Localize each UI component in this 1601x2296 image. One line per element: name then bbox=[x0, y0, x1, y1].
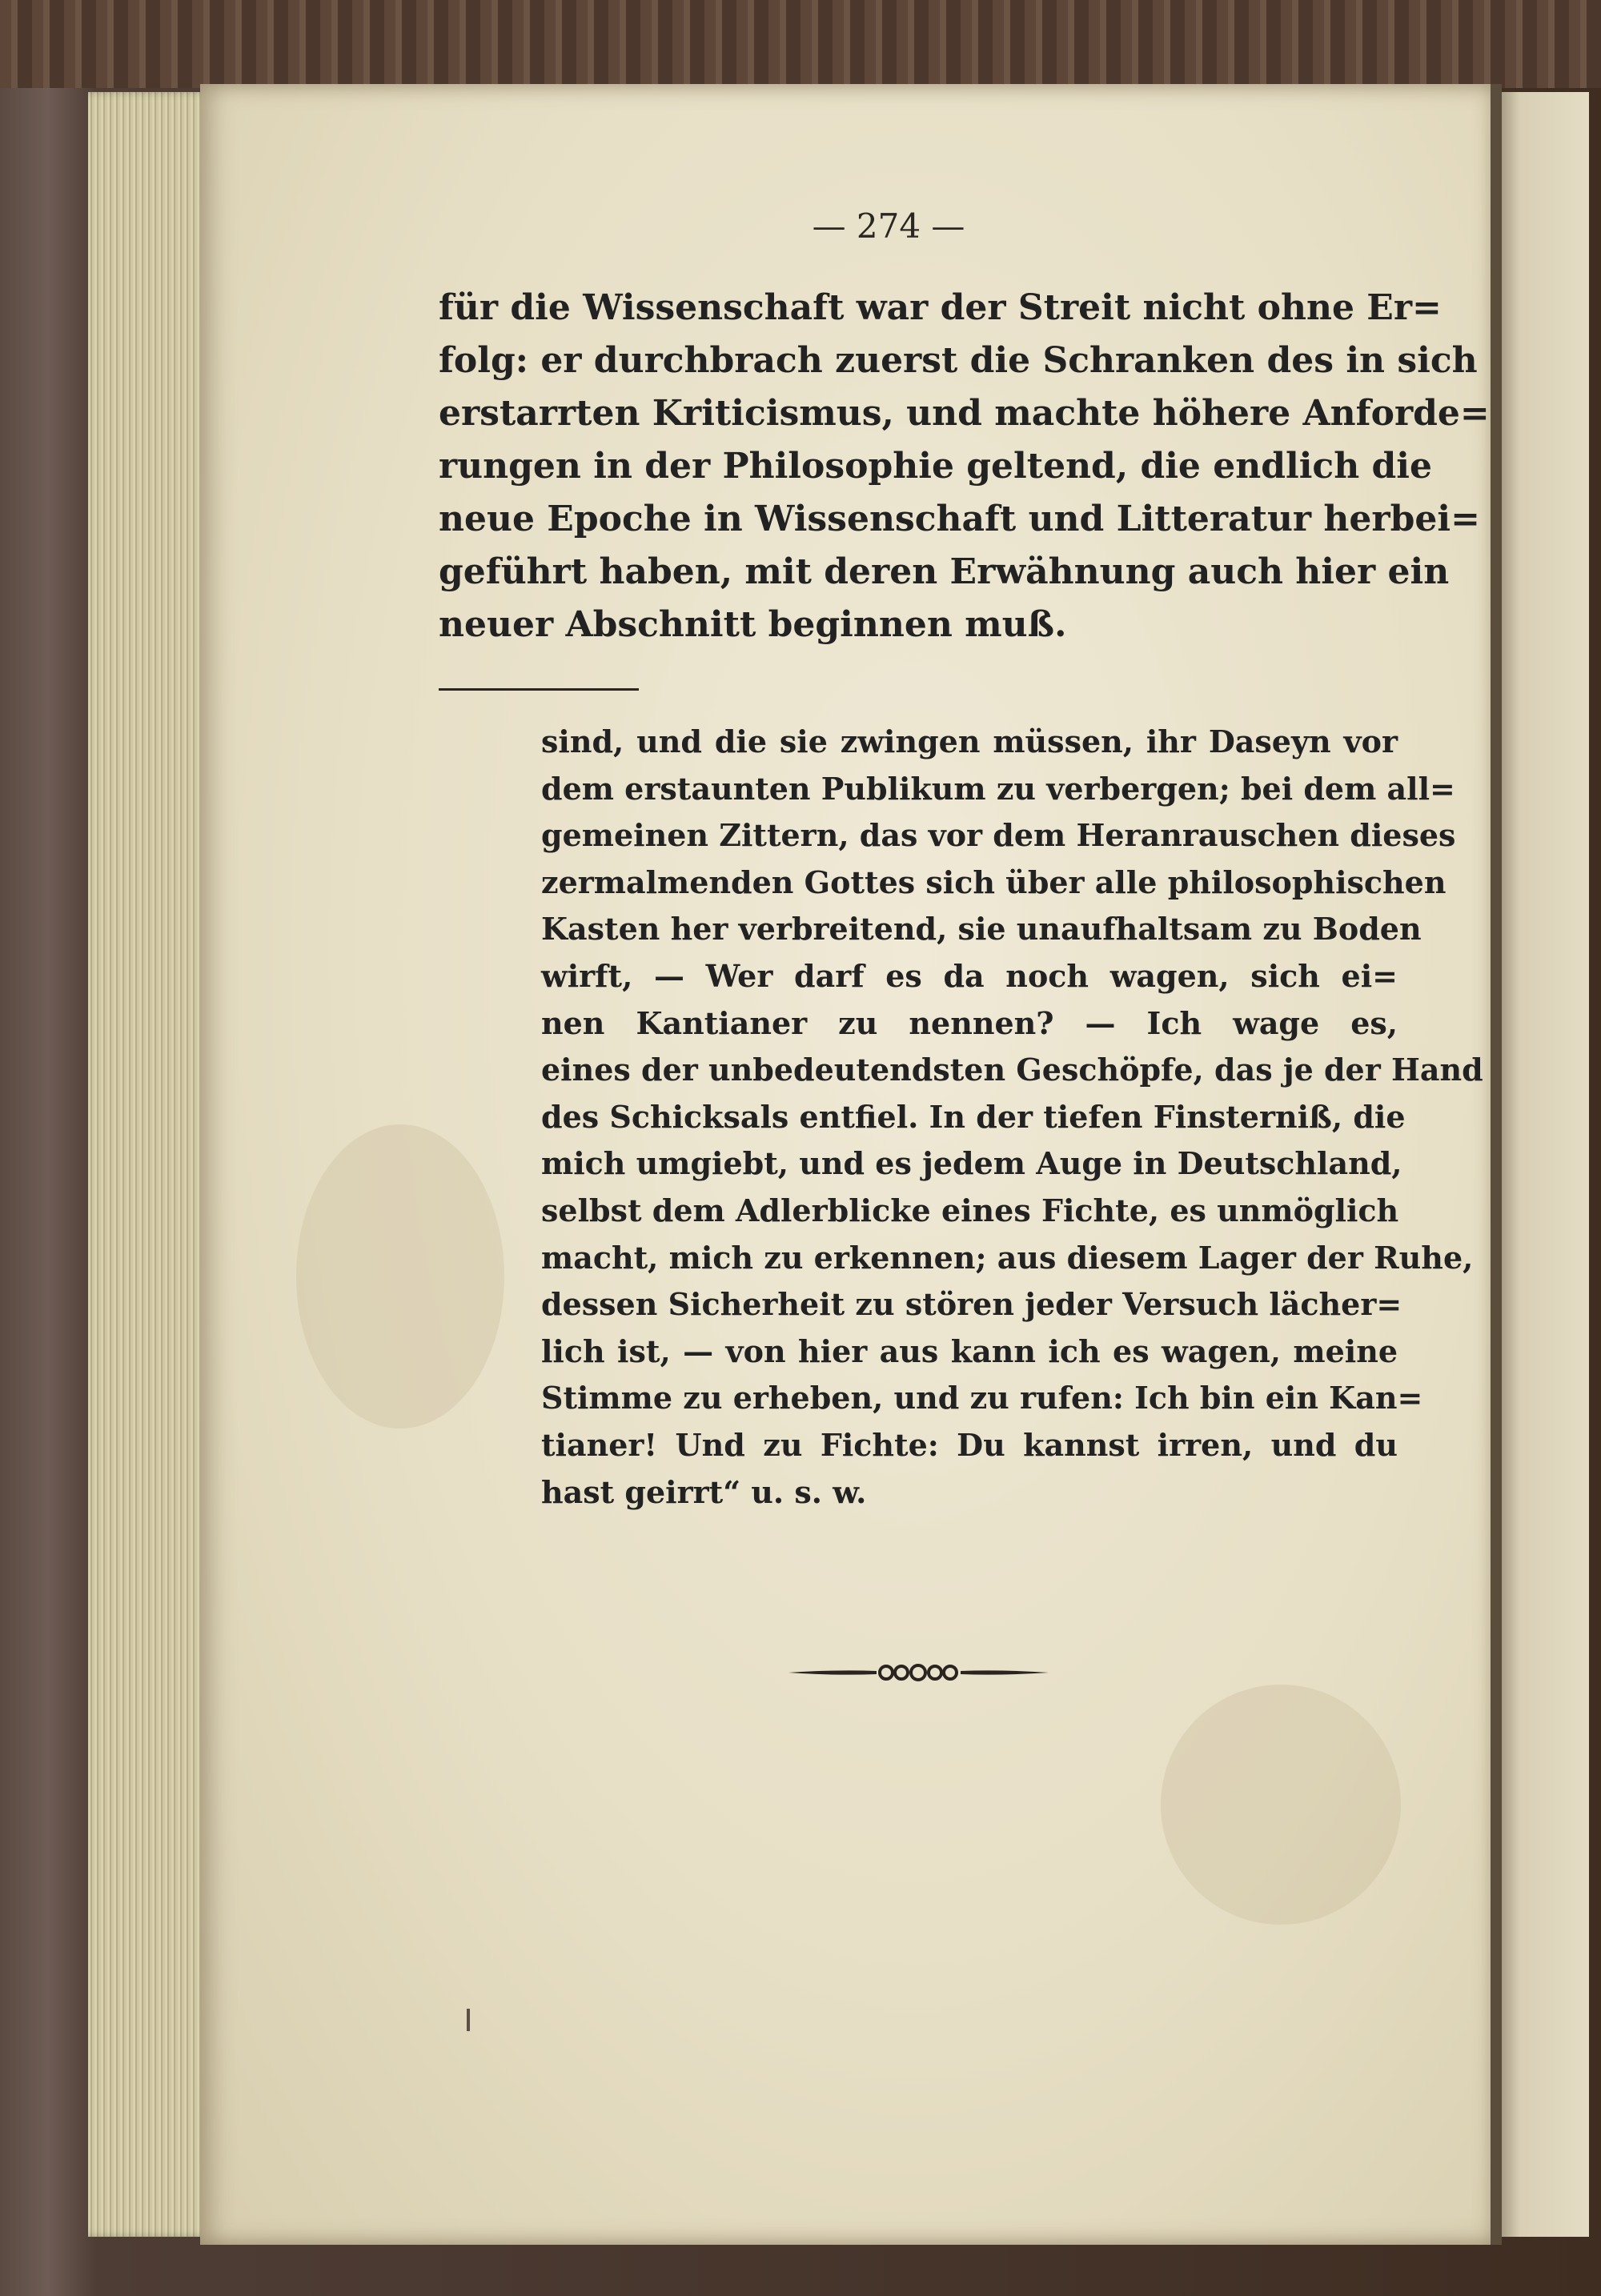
text-line: neuer Abschnitt beginnen muß. bbox=[439, 604, 1067, 645]
footnote-line: selbst dem Adlerblicke eines Fichte, es unmöglich bbox=[541, 1192, 1399, 1228]
footnote-line: dessen Sicherheit zu stören jeder Versuch lächer= bbox=[541, 1286, 1402, 1323]
footnote-line: wirft, — Wer darf es da noch wagen, sich ei= bbox=[541, 957, 1398, 994]
main-paragraph bbox=[439, 282, 1490, 651]
text-line: erstarrten Kriticismus, und machte höhere Anforde= bbox=[439, 393, 1490, 434]
footnote-line: Kasten her verbreitend, sie unaufhaltsam zu Boden bbox=[541, 911, 1422, 948]
footnote-line: zermalmenden Gottes sich über alle philosophischen bbox=[541, 864, 1447, 900]
footnote-line: macht, mich zu erkennen; aus diesem Lager der Ruhe, bbox=[541, 1239, 1474, 1276]
text-line: rungen in der Philosophie geltend, die endlich die bbox=[439, 446, 1433, 487]
page-number: — 274 — bbox=[812, 206, 965, 246]
text-line: für die Wissenschaft war der Streit nicht ohne Er= bbox=[439, 287, 1442, 328]
page-gutter bbox=[1491, 84, 1502, 2245]
footnote-line: eines der unbedeutendsten Geschöpfe, das je der Hand bbox=[541, 1052, 1483, 1088]
facing-page-edge bbox=[1497, 92, 1589, 2237]
end-ornament-icon bbox=[788, 1657, 1049, 1689]
footnote-paragraph bbox=[541, 719, 1483, 1516]
footnote-line: lich ist, — von hier aus kann ich es wagen, meine bbox=[541, 1332, 1398, 1369]
footnote-line: gemeinen Zittern, das vor dem Heranrauschen dieses bbox=[541, 817, 1456, 854]
footnote-line: hast geirrt“ u. s. w. bbox=[541, 1473, 867, 1510]
text-line: neue Epoche in Wissenschaft und Litteratur herbei= bbox=[439, 499, 1480, 539]
text-line: geführt haben, mit deren Erwähnung auch hier ein bbox=[439, 551, 1450, 592]
footnote-line: sind, und die sie zwingen müssen, ihr Daseyn vor bbox=[541, 723, 1398, 759]
page-edge-stack bbox=[88, 92, 216, 2237]
ink-mark bbox=[467, 2009, 470, 2031]
footnote-line: dem erstaunten Publikum zu verbergen; bei dem all= bbox=[541, 770, 1455, 807]
book-cover-top-edge bbox=[0, 0, 1601, 88]
footnote-line: Stimme zu erheben, und zu rufen: Ich bin ein Kan= bbox=[541, 1380, 1423, 1416]
paper-stain bbox=[296, 1124, 504, 1428]
footnote-separator bbox=[439, 688, 639, 691]
paper-stain bbox=[1161, 1685, 1401, 1925]
footnote-line: tianer! Und zu Fichte: Du kannst irren, und du bbox=[541, 1426, 1398, 1463]
footnote-line: nen Kantianer zu nennen? — Ich wage es, bbox=[541, 1004, 1398, 1041]
text-line: folg: er durchbrach zuerst die Schranken des in sich bbox=[439, 340, 1478, 381]
footnote-line: des Schicksals entfiel. In der tiefen Finsterniß, die bbox=[541, 1098, 1406, 1135]
footnote-line: mich umgiebt, und es jedem Auge in Deutschland, bbox=[541, 1145, 1402, 1182]
